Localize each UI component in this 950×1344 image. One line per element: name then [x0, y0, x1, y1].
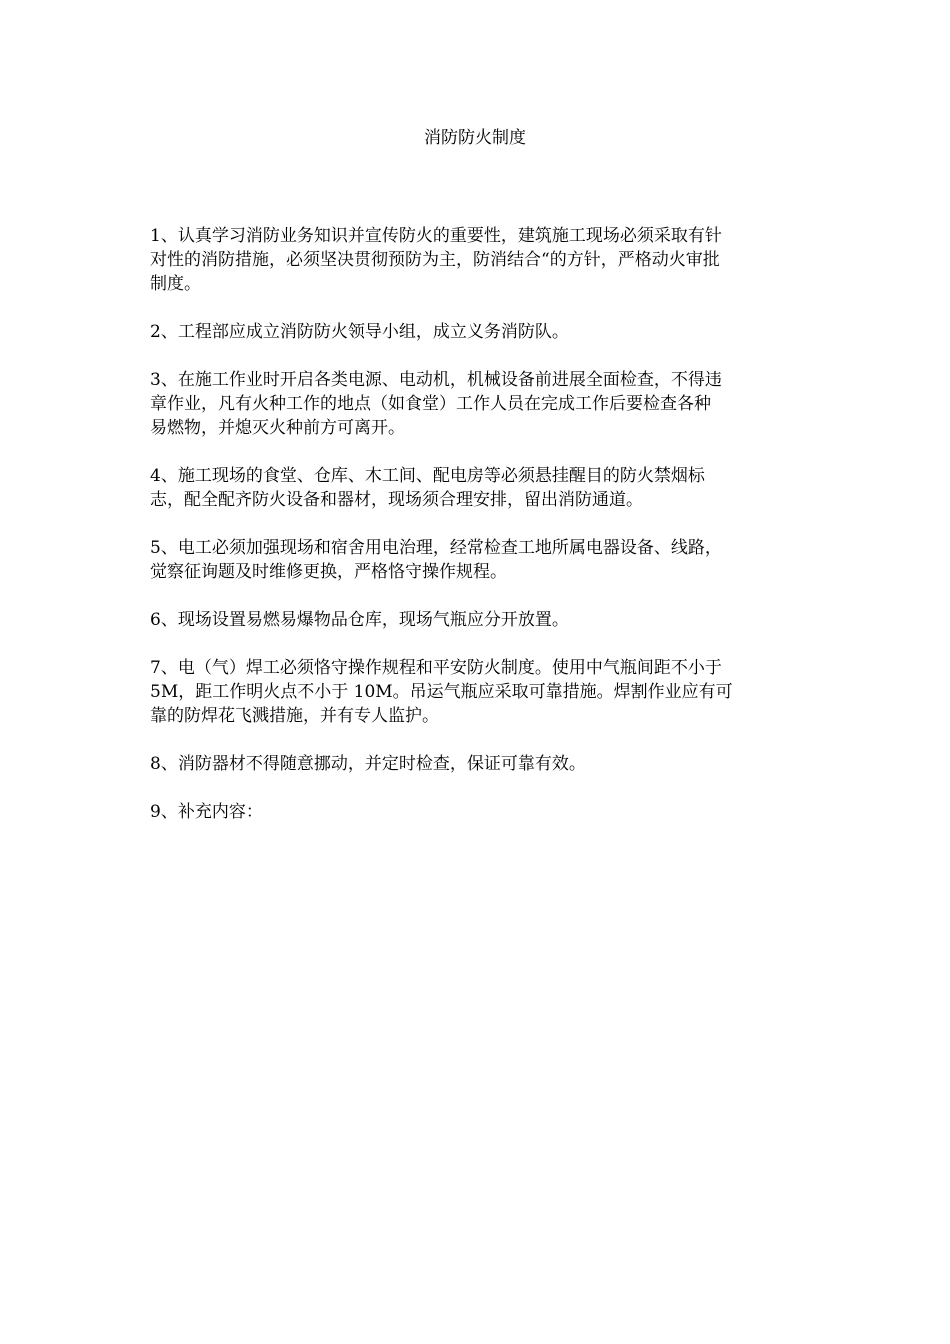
paragraph-line: 对性的消防措施，必须坚决贯彻预防为主，防消结合“的方针，严格动火审批 — [150, 250, 720, 270]
paragraph-9 — [150, 800, 800, 824]
paragraph-6 — [150, 608, 800, 632]
paragraph-3 — [150, 368, 800, 440]
document-title: 消防防火制度 — [424, 128, 526, 148]
paragraph-line: 6、现场设置易燃易爆物品仓库，现场气瓶应分开放置。 — [150, 610, 569, 630]
paragraph-line: 5M，距工作明火点不小于 10M。吊运气瓶应采取可靠措施。焊割作业应有可 — [150, 682, 733, 702]
paragraph-line: 制度。 — [150, 274, 201, 294]
paragraph-5 — [150, 536, 800, 584]
paragraph-line: 2、工程部应成立消防防火领导小组，成立义务消防队。 — [150, 322, 569, 342]
paragraph-line: 靠的防焊花飞溅措施，并有专人监护。 — [150, 706, 439, 726]
paragraph-7 — [150, 656, 800, 728]
paragraph-1 — [150, 224, 800, 296]
paragraph-line: 9、补充内容： — [150, 802, 263, 822]
paragraph-line: 8、消防器材不得随意挪动，并定时检查，保证可靠有效。 — [150, 754, 586, 774]
paragraph-4 — [150, 464, 800, 512]
paragraph-line: 3、在施工作业时开启各类电源、电动机，机械设备前进展全面检查，不得违 — [150, 370, 722, 390]
paragraph-2 — [150, 320, 800, 344]
paragraph-line: 易燃物，并熄灭火种前方可离开。 — [150, 418, 405, 438]
paragraph-8 — [150, 752, 800, 776]
paragraph-line: 1、认真学习消防业务知识并宣传防火的重要性，建筑施工现场必须采取有针 — [150, 226, 722, 246]
paragraph-line: 章作业，凡有火种工作的地点（如食堂）工作人员在完成工作后要检查各种 — [150, 394, 711, 414]
paragraph-line: 7、电（气）焊工必须恪守操作规程和平安防火制度。使用中气瓶间距不小于 — [150, 658, 722, 678]
paragraph-line: 志，配全配齐防火设备和器材，现场须合理安排，留出消防通道。 — [150, 490, 643, 510]
paragraph-line: 5、电工必须加强现场和宿舍用电治理，经常检查工地所属电器设备、线路， — [150, 538, 722, 558]
document-body — [150, 224, 800, 848]
paragraph-line: 觉察征询题及时维修更换，严格恪守操作规程。 — [150, 562, 507, 582]
paragraph-line: 4、施工现场的食堂、仓库、木工间、配电房等必须悬挂醒目的防火禁烟标 — [150, 466, 705, 486]
